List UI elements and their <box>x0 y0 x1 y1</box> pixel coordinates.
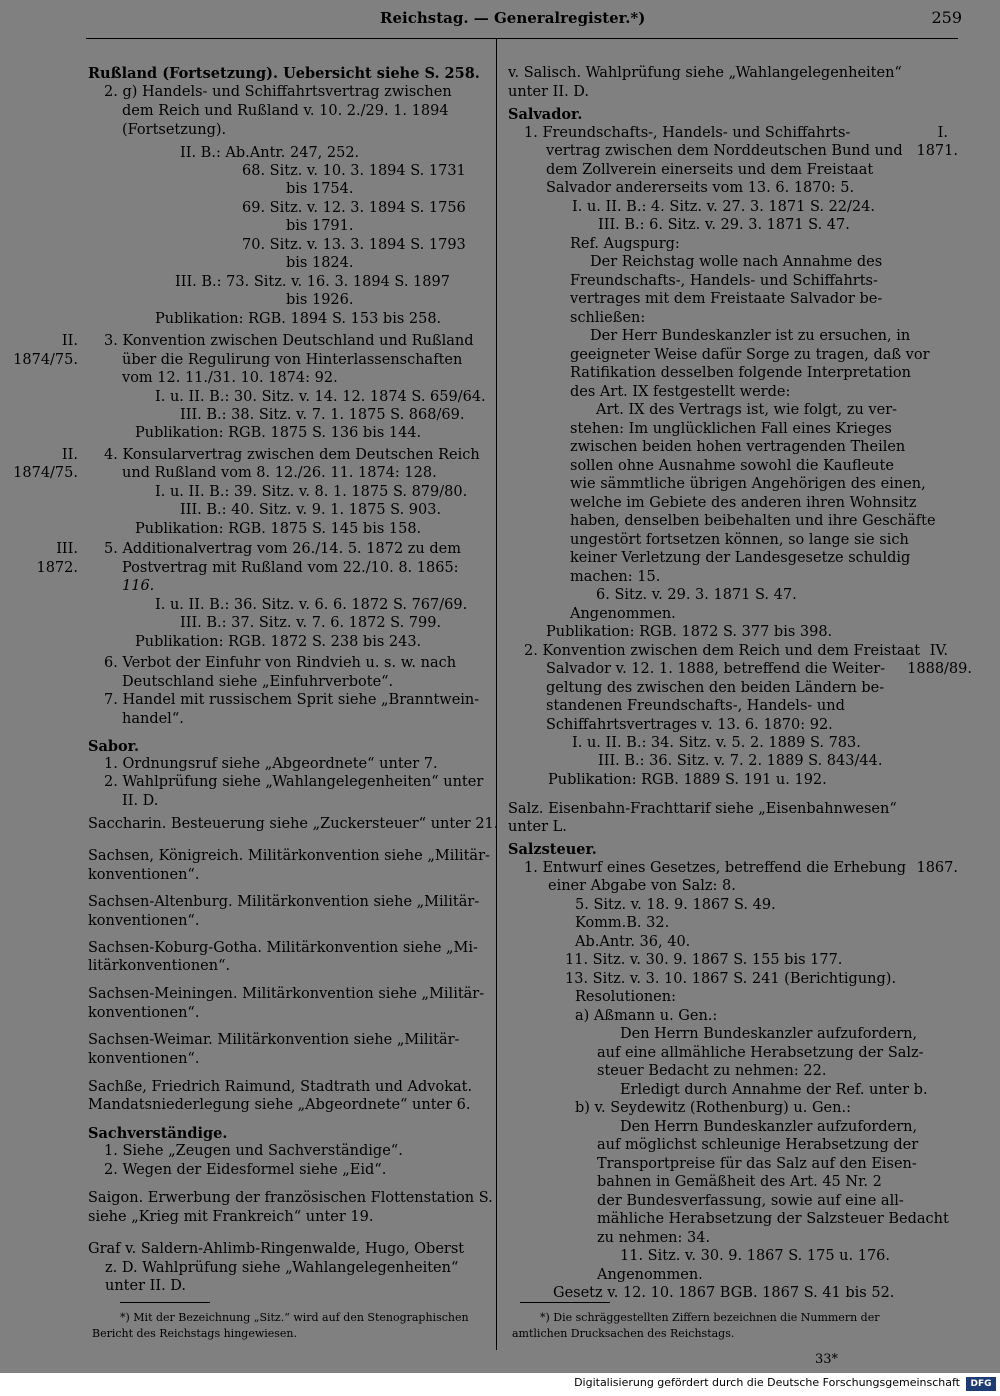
left-text-line: siehe „Krieg mit Frankreich“ unter 19. <box>88 1209 374 1225</box>
right-text-line: mähliche Herabsetzung der Salzsteuer Bedacht <box>597 1211 949 1227</box>
left-text-line: Publikation: RGB. 1872 S. 238 bis 243. <box>135 634 422 650</box>
right-text-line: standenen Freundschafts-, Handels- und <box>546 698 845 714</box>
left-text-line: konventionen“. <box>88 1051 200 1067</box>
left-text-line: konventionen“. <box>88 867 200 883</box>
left-text-line: und Rußland vom 8. 12./26. 11. 1874: 128. <box>122 465 437 481</box>
right-text-line: 11. Sitz. v. 30. 9. 1867 S. 155 bis 177. <box>565 952 843 968</box>
left-margin-note: III. <box>56 541 78 557</box>
left-text-line: II. B.: Ab.Antr. 247, 252. <box>180 145 360 161</box>
left-text-line: 68. Sitz. v. 10. 3. 1894 S. 1731 <box>242 163 466 179</box>
right-text-line: steuer Bedacht zu nehmen: 22. <box>597 1063 827 1079</box>
right-text-line: I. u. II. B.: 34. Sitz. v. 5. 2. 1889 S. 783. <box>572 735 861 751</box>
right-text-line: Der Reichstag wolle nach Annahme des <box>590 254 883 270</box>
left-text-line: 116. <box>122 578 155 594</box>
left-footnote-line-2: Bericht des Reichstags hingewiesen. <box>92 1327 298 1340</box>
right-text-line: Publikation: RGB. 1872 S. 377 bis 398. <box>546 624 833 640</box>
right-text-line: Angenommen. <box>597 1267 703 1283</box>
right-text-line: Salz. Eisenbahn-Frachttarif siehe „Eisenbahnwesen“ <box>508 801 897 817</box>
right-margin-note: IV. <box>929 643 948 659</box>
right-text-line: haben, denselben beibehalten und ihre Geschäfte <box>570 513 936 529</box>
right-text-line: schließen: <box>570 310 646 326</box>
right-text-line: auf möglichst schleunige Herabsetzung der <box>597 1137 919 1153</box>
right-text-line: 2. Konvention zwischen dem Reich und dem Freistaat <box>524 643 921 659</box>
left-text-line: konventionen“. <box>88 1005 200 1021</box>
right-text-line: 13. Sitz. v. 3. 10. 1867 S. 241 (Berichtigung). <box>565 971 897 987</box>
left-text-line: I. u. II. B.: 39. Sitz. v. 8. 1. 1875 S. 879/80. <box>155 484 468 500</box>
left-text-line: (Fortsetzung). <box>122 122 227 138</box>
right-text-line: welche im Gebiete des anderen ihren Wohnsitz <box>570 495 917 511</box>
left-margin-note: 1872. <box>36 560 78 576</box>
left-text-line: Postvertrag mit Rußland vom 22./10. 8. 1865: <box>122 560 459 576</box>
right-text-line: Gesetz v. 12. 10. 1867 BGB. 1867 S. 41 bis 52. <box>553 1285 895 1301</box>
left-text-line: Sachsen-Weimar. Militärkonvention siehe „Militär- <box>88 1032 460 1048</box>
left-text-line: 5. Additionalvertrag vom 26./14. 5. 1872 zu dem <box>104 541 461 557</box>
left-text-line: 1. Ordnungsruf siehe „Abgeordnete“ unter 7. <box>104 756 438 772</box>
right-text-line: 5. Sitz. v. 18. 9. 1867 S. 49. <box>575 897 776 913</box>
left-text-line: 3. Konvention zwischen Deutschland und Rußland <box>104 333 474 349</box>
left-text-line: III. B.: 73. Sitz. v. 16. 3. 1894 S. 1897 <box>175 274 450 290</box>
left-text-line: Sachsen-Koburg-Gotha. Militärkonvention siehe „Mi- <box>88 940 478 956</box>
right-text-line: der Bundesverfassung, sowie auf eine all- <box>597 1193 904 1209</box>
right-text-line: Ab.Antr. 36, 40. <box>575 934 691 950</box>
left-text-line: bis 1754. <box>286 181 354 197</box>
right-text-line: Resolutionen: <box>575 989 676 1005</box>
left-text-line: dem Reich und Rußland v. 10. 2./29. 1. 1894 <box>122 103 449 119</box>
right-text-line: v. Salisch. Wahlprüfung siehe „Wahlangelegenheiten“ <box>508 65 902 81</box>
right-text-line: unter II. D. <box>508 84 590 100</box>
left-text-line: Sachsen-Meiningen. Militärkonvention siehe „Militär- <box>88 986 485 1002</box>
right-text-line: Komm.B. 32. <box>575 915 670 931</box>
right-text-line: geltung des zwischen den beiden Ländern be- <box>546 680 885 696</box>
left-text-line: 2. g) Handels- und Schiffahrtsvertrag zwischen <box>104 84 452 100</box>
right-text-line: Salzsteuer. <box>508 841 597 858</box>
left-text-line: 69. Sitz. v. 12. 3. 1894 S. 1756 <box>242 200 466 216</box>
left-text-line: Sachße, Friedrich Raimund, Stadtrath und Advokat. <box>88 1079 473 1095</box>
right-text-line: b) v. Seydewitz (Rothenburg) u. Gen.: <box>575 1100 851 1116</box>
right-text-line: Den Herrn Bundeskanzler aufzufordern, <box>620 1026 918 1042</box>
right-text-line: ungestört fortsetzen können, so lange sie sich <box>570 532 909 548</box>
right-margin-note: 1867. <box>916 860 958 876</box>
left-text-line: Deutschland siehe „Einfuhrverbote“. <box>122 674 394 690</box>
right-text-line: des Art. IX festgestellt werde: <box>570 384 791 400</box>
dfg-logo: DFG <box>966 1377 996 1391</box>
right-text-line: Transportpreise für das Salz auf den Eisen- <box>597 1156 917 1172</box>
left-text-line: III. B.: 38. Sitz. v. 7. 1. 1875 S. 868/69. <box>180 407 465 423</box>
left-footnote-rule <box>120 1302 210 1303</box>
left-text-line: I. u. II. B.: 30. Sitz. v. 14. 12. 1874 S. 659/64. <box>155 389 486 405</box>
left-text-line: 2. Wegen der Eidesformel siehe „Eid“. <box>104 1162 387 1178</box>
right-text-line: Salvador andererseits vom 13. 6. 1870: 5. <box>546 180 855 196</box>
left-text-line: Sachsen-Altenburg. Militärkonvention siehe „Militär- <box>88 894 480 910</box>
right-text-line: Ref. Augspurg: <box>570 236 680 252</box>
left-text-line: Mandatsniederlegung siehe „Abgeordnete“ unter 6. <box>88 1097 471 1113</box>
left-text-line: bis 1824. <box>286 255 354 271</box>
digitization-footer <box>0 1373 1000 1396</box>
right-text-line: zwischen beiden hohen vertragenden Theilen <box>570 439 906 455</box>
left-text-line: Saigon. Erwerbung der französischen Flottenstation S. <box>88 1190 493 1206</box>
left-margin-note: 1874/75. <box>13 465 78 481</box>
right-text-line: a) Aßmann u. Gen.: <box>575 1008 718 1024</box>
left-text-line: Rußland (Fortsetzung). Uebersicht siehe S. 258. <box>88 65 480 82</box>
right-margin-note: 1888/89. <box>907 661 972 677</box>
right-footnote-rule <box>520 1302 610 1303</box>
right-text-line: Den Herrn Bundeskanzler aufzufordern, <box>620 1119 918 1135</box>
left-text-line: II. D. <box>122 793 159 809</box>
right-text-line: sollen ohne Ausnahme sowohl die Kaufleute <box>570 458 894 474</box>
left-text-line: 70. Sitz. v. 13. 3. 1894 S. 1793 <box>242 237 466 253</box>
right-text-line: einer Abgabe von Salz: 8. <box>548 878 736 894</box>
left-text-line: Publikation: RGB. 1894 S. 153 bis 258. <box>155 311 442 327</box>
left-text-line: handel“. <box>122 711 184 727</box>
footer-credit: Digitalisierung gefördert durch die Deutsche Forschungsgemeinschaft <box>574 1376 960 1389</box>
left-text-line: Sabor. <box>88 738 140 755</box>
left-text-line: über die Regulirung von Hinterlassenschaften <box>122 352 463 368</box>
page-number: 259 <box>931 8 962 27</box>
right-text-line: auf eine allmähliche Herabsetzung der Salz- <box>597 1045 924 1061</box>
left-text-line: 6. Verbot der Einfuhr von Rindvieh u. s. w. nach <box>104 655 457 671</box>
left-text-line: Saccharin. Besteuerung siehe „Zuckersteuer“ unter 21. <box>88 816 499 832</box>
left-text-line: 4. Konsularvertrag zwischen dem Deutschen Reich <box>104 447 480 463</box>
running-header-title: Reichstag. — Generalregister.*) <box>380 9 646 27</box>
right-text-line: 1. Freundschafts-, Handels- und Schiffahrts- <box>524 125 851 141</box>
left-text-line: litärkonventionen“. <box>88 958 231 974</box>
right-text-line: Ratifikation desselben folgende Interpretation <box>570 365 911 381</box>
right-text-line: 6. Sitz. v. 29. 3. 1871 S. 47. <box>596 587 797 603</box>
right-text-line: Salvador. <box>508 106 583 123</box>
right-text-line: wie sämmtliche übrigen Angehörigen des einen, <box>570 476 926 492</box>
right-text-line: bahnen in Gemäßheit des Art. 45 Nr. 2 <box>597 1174 882 1190</box>
left-text-line: bis 1791. <box>286 218 354 234</box>
right-text-line: III. B.: 36. Sitz. v. 7. 2. 1889 S. 843/44. <box>598 753 883 769</box>
header-rule <box>86 38 958 39</box>
right-text-line: Angenommen. <box>570 606 676 622</box>
left-text-line: konventionen“. <box>88 913 200 929</box>
right-footnote-line-1: *) Die schräggestellten Ziffern bezeichnen die Nummern der <box>540 1311 880 1324</box>
right-margin-note: 1871. <box>916 143 958 159</box>
left-footnote-line-1: *) Mit der Bezeichnung „Sitz.“ wird auf den Stenographischen <box>120 1311 469 1324</box>
right-margin-note: I. <box>937 125 948 141</box>
right-text-line: vertrag zwischen dem Norddeutschen Bund und <box>546 143 903 159</box>
left-text-line: Publikation: RGB. 1875 S. 145 bis 158. <box>135 521 422 537</box>
left-text-line: III. B.: 40. Sitz. v. 9. 1. 1875 S. 903. <box>180 502 442 518</box>
right-text-line: Salvador v. 12. 1. 1888, betreffend die Weiter- <box>546 661 886 677</box>
left-text-line: bis 1926. <box>286 292 354 308</box>
left-text-line: z. D. Wahlprüfung siehe „Wahlangelegenheiten“ <box>105 1260 459 1276</box>
left-margin-note: II. <box>61 333 78 349</box>
right-text-line: Art. IX des Vertrags ist, wie folgt, zu ver- <box>596 402 898 418</box>
right-text-line: Freundschafts-, Handels- und Schiffahrts- <box>570 273 878 289</box>
right-text-line: zu nehmen: 34. <box>597 1230 711 1246</box>
right-text-line: Erledigt durch Annahme der Ref. unter b. <box>620 1082 928 1098</box>
left-text-line: Sachverständige. <box>88 1125 228 1142</box>
right-text-line: dem Zollverein einerseits und dem Freistaat <box>546 162 874 178</box>
left-margin-note: 1874/75. <box>13 352 78 368</box>
left-text-line: 7. Handel mit russischem Sprit siehe „Branntwein- <box>104 692 480 708</box>
right-text-line: Schiffahrtsvertrages v. 13. 6. 1870: 92. <box>546 717 833 733</box>
right-text-line: vertrages mit dem Freistaate Salvador be- <box>570 291 883 307</box>
left-text-line: Publikation: RGB. 1875 S. 136 bis 144. <box>135 425 422 441</box>
right-text-line: unter L. <box>508 819 567 835</box>
right-text-line: 1. Entwurf eines Gesetzes, betreffend die Erhebung <box>524 860 907 876</box>
right-text-line: Der Herr Bundeskanzler ist zu ersuchen, in <box>590 328 911 344</box>
left-text-line: III. B.: 37. Sitz. v. 7. 6. 1872 S. 799. <box>180 615 442 631</box>
left-text-line: unter II. D. <box>105 1278 187 1294</box>
right-text-line: 11. Sitz. v. 30. 9. 1867 S. 175 u. 176. <box>620 1248 890 1264</box>
right-footnote-line-2: amtlichen Drucksachen des Reichstags. <box>512 1327 735 1340</box>
right-text-line: keiner Verletzung der Landesgesetze schuldig <box>570 550 911 566</box>
right-text-line: Publikation: RGB. 1889 S. 191 u. 192. <box>548 772 827 788</box>
right-text-line: stehen: Im unglücklichen Fall eines Krieges <box>570 421 892 437</box>
right-text-line: I. u. II. B.: 4. Sitz. v. 27. 3. 1871 S. 22/24. <box>572 199 875 215</box>
left-text-line: 1. Siehe „Zeugen und Sachverständige“. <box>104 1143 403 1159</box>
left-text-line: Sachsen, Königreich. Militärkonvention siehe „Militär- <box>88 848 490 864</box>
right-text-line: III. B.: 6. Sitz. v. 29. 3. 1871 S. 47. <box>598 217 850 233</box>
column-divider <box>496 38 497 1350</box>
left-text-line: I. u. II. B.: 36. Sitz. v. 6. 6. 1872 S. 767/69. <box>155 597 468 613</box>
left-text-line: vom 12. 11./31. 10. 1874: 92. <box>122 370 338 386</box>
left-text-line: Graf v. Saldern-Ahlimb-Ringenwalde, Hugo, Oberst <box>88 1241 465 1257</box>
signature-mark: 33* <box>815 1352 839 1367</box>
left-text-line: 2. Wahlprüfung siehe „Wahlangelegenheiten“ unter <box>104 774 484 790</box>
right-text-line: geeigneter Weise dafür Sorge zu tragen, daß vor <box>570 347 930 363</box>
left-margin-note: II. <box>61 447 78 463</box>
right-text-line: machen: 15. <box>570 569 661 585</box>
